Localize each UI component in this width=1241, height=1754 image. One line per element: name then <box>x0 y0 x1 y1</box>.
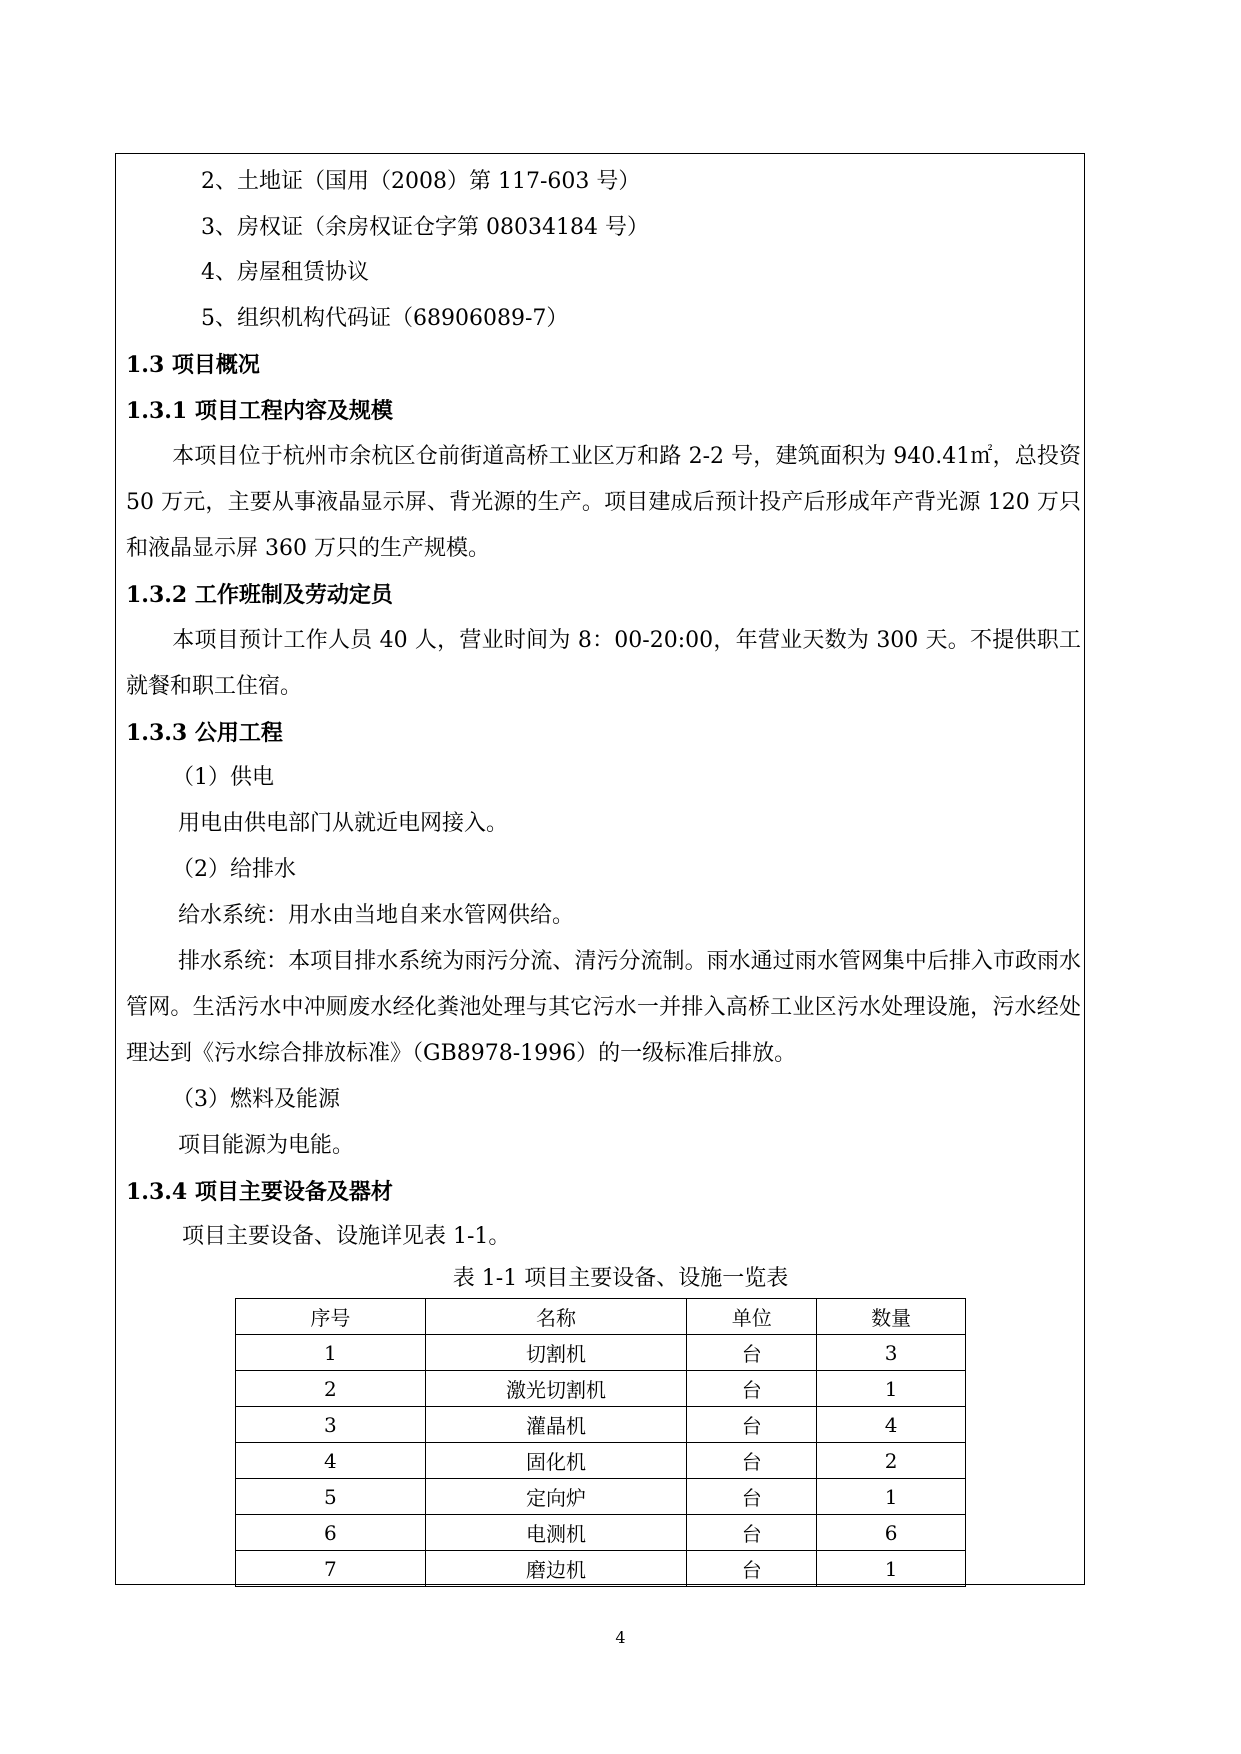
table-cell: 台 <box>687 1479 817 1515</box>
table-cell: 5 <box>236 1479 426 1515</box>
table-cell: 激光切割机 <box>425 1371 687 1407</box>
section-heading: 1.3.1 项目工程内容及规模 <box>126 398 393 424</box>
table-row <box>236 1407 966 1443</box>
table-row <box>236 1335 966 1371</box>
table-cell: 定向炉 <box>425 1479 687 1515</box>
column-header: 名称 <box>425 1299 687 1335</box>
table-caption: 表 1-1 项目主要设备、设施一览表 <box>452 1266 789 1291</box>
table-row <box>236 1515 966 1551</box>
subsection-title: （1）供电 <box>172 765 274 790</box>
table-row <box>236 1371 966 1407</box>
table-cell: 2 <box>817 1443 966 1479</box>
table-cell: 7 <box>236 1551 426 1587</box>
page-number: 4 <box>615 1628 626 1647</box>
document-item: 2、土地证（国用（2008）第 117-603 号） <box>201 169 641 194</box>
equipment-table <box>235 1298 966 1587</box>
table-cell: 3 <box>236 1407 426 1443</box>
table-cell: 4 <box>817 1407 966 1443</box>
section-heading: 1.3.4 项目主要设备及器材 <box>126 1179 393 1205</box>
table-row <box>236 1443 966 1479</box>
table-cell: 台 <box>687 1407 817 1443</box>
table-cell: 台 <box>687 1335 817 1371</box>
table-cell: 台 <box>687 1443 817 1479</box>
table-cell: 6 <box>236 1515 426 1551</box>
table-cell: 台 <box>687 1515 817 1551</box>
text-line: 项目主要设备、设施详见表 1-1。 <box>182 1224 511 1249</box>
text-line: 给水系统：用水由当地自来水管网供给。 <box>178 903 575 928</box>
table-header-row <box>236 1299 966 1335</box>
table-cell: 3 <box>817 1335 966 1371</box>
table-cell: 电测机 <box>425 1515 687 1551</box>
table-row <box>236 1551 966 1587</box>
table-cell: 2 <box>236 1371 426 1407</box>
section-heading: 1.3 项目概况 <box>126 352 260 378</box>
document-item: 4、房屋租赁协议 <box>201 260 369 285</box>
table-cell: 台 <box>687 1371 817 1407</box>
table-cell: 固化机 <box>425 1443 687 1479</box>
table-cell: 1 <box>236 1335 426 1371</box>
table-row <box>236 1479 966 1515</box>
table-cell: 磨边机 <box>425 1551 687 1587</box>
table-cell: 4 <box>236 1443 426 1479</box>
table-cell: 1 <box>817 1551 966 1587</box>
table-cell: 台 <box>687 1551 817 1587</box>
text-line: 用电由供电部门从就近电网接入。 <box>178 811 509 836</box>
paragraph: 本项目预计工作人员 40 人，营业时间为 8：00-20:00，年营业天数为 300 天。不提供职工就餐和职工住宿。 <box>126 628 1081 699</box>
section-heading: 1.3.2 工作班制及劳动定员 <box>126 582 393 608</box>
text-line: 项目能源为电能。 <box>178 1133 355 1158</box>
subsection-title: （2）给排水 <box>172 857 296 882</box>
paragraph: 本项目位于杭州市余杭区仓前街道高桥工业区万和路 2-2 号，建筑面积为 940.41㎡，总投资 50 万元，主要从事液晶显示屏、背光源的生产。项目建成后预计投产后形成年产背光源 120 万只和液晶显示屏 360 万只的生产规模。 <box>126 444 1081 561</box>
document-item: 3、房权证（余房权证仓字第 08034184 号） <box>201 215 649 240</box>
paragraph: 排水系统：本项目排水系统为雨污分流、清污分流制。雨水通过雨水管网集中后排入市政雨水管网。生活污水中冲厕废水经化粪池处理与其它污水一并排入高桥工业区污水处理设施，污水经处理达到《污水综合排放标准》（GB8978-1996）的一级标准后排放。 <box>126 949 1081 1066</box>
table-cell: 灌晶机 <box>425 1407 687 1443</box>
table-cell: 切割机 <box>425 1335 687 1371</box>
column-header: 单位 <box>687 1299 817 1335</box>
table-cell: 1 <box>817 1371 966 1407</box>
column-header: 数量 <box>817 1299 966 1335</box>
column-header: 序号 <box>236 1299 426 1335</box>
table-cell: 6 <box>817 1515 966 1551</box>
subsection-title: （3）燃料及能源 <box>172 1087 340 1112</box>
table-cell: 1 <box>817 1479 966 1515</box>
document-item: 5、组织机构代码证（68906089-7） <box>201 306 569 331</box>
section-heading: 1.3.3 公用工程 <box>126 720 283 746</box>
